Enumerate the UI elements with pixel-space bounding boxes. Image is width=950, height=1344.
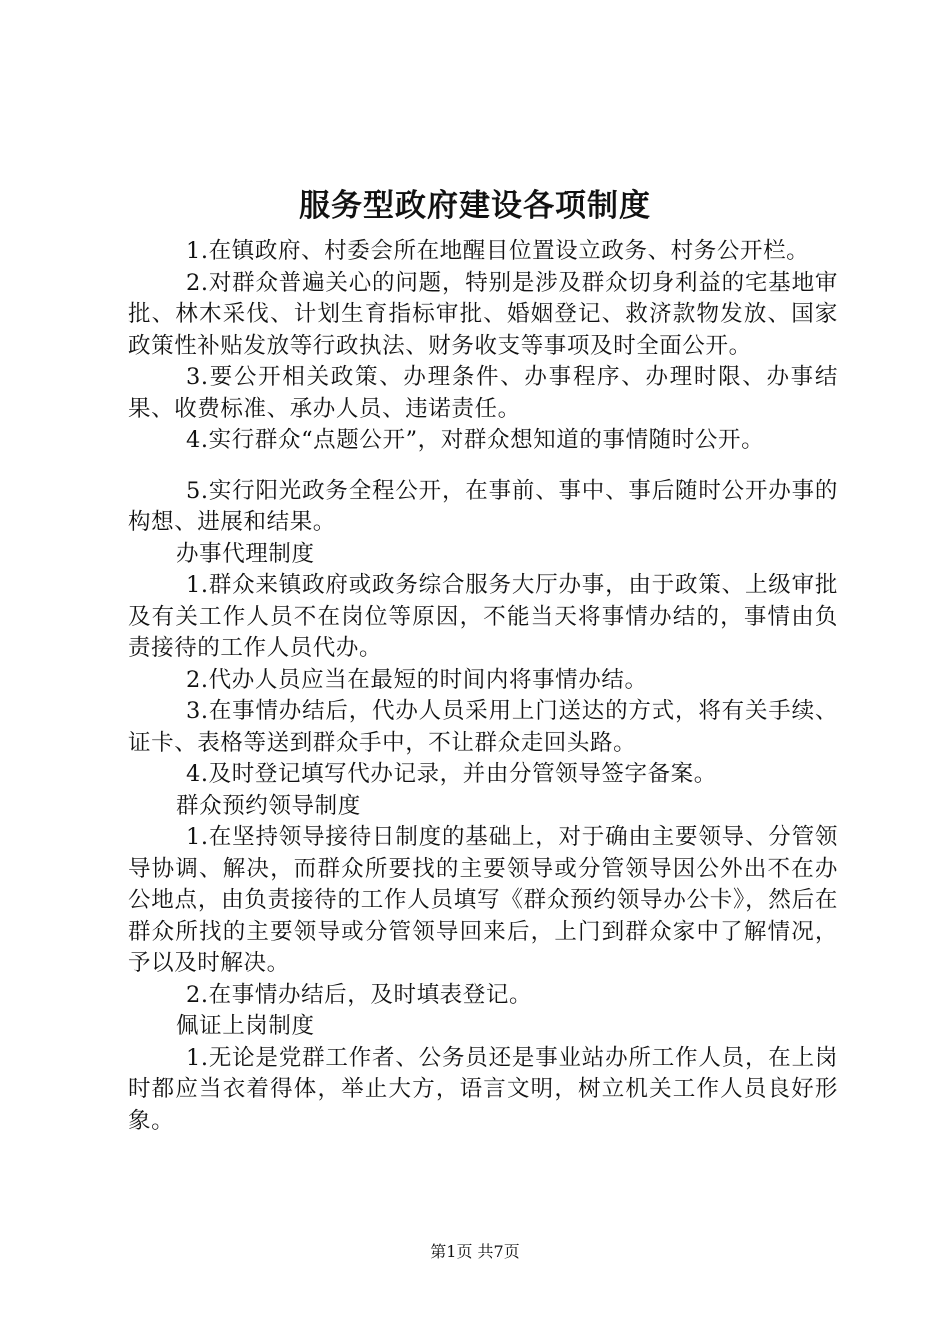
paragraph-agency-4: 4.及时登记填写代办记录，并由分管领导签字备案。 [186, 761, 717, 787]
paragraph-1: 1.在镇政府、村委会所在地醒目位置设立政务、村务公开栏。 [186, 238, 810, 264]
page-number: 第1页 共7页 [430, 1242, 520, 1261]
section-heading-appointment: 群众预约领导制度 [176, 792, 361, 819]
document-body [128, 236, 838, 1137]
paragraph-agency-2: 2.代办人员应当在最短的时间内将事情办结。 [186, 666, 648, 693]
paragraph-agency-3: 3.在事情办结后，代办人员采用上门送达的方式，将有关手续、证卡、表格等送到群众手中，不让群众走回头路。 [128, 698, 838, 756]
paragraph-agency-1: 1.群众来镇政府或政务综合服务大厅办事，由于政策、上级审批及有关工作人员不在岗位等原因，不能当天将事情办结的，事情由负责接待的工作人员代办。 [128, 572, 838, 661]
paragraph-gap [128, 457, 838, 476]
paragraph-4: 4.实行群众“点题公开”，对群众想知道的事情随时公开。 [186, 427, 765, 453]
section-heading-badge: 佩证上岗制度 [176, 1013, 315, 1039]
paragraph-appointment-1: 1.在坚持领导接待日制度的基础上，对于确由主要领导、分管领导协调、解决，而群众所要找的主要领导或分管领导因公外出不在办公地点，由负责接待的工作人员填写《群众预约领导办公卡》，然后在群众所找的主要领导或分管领导回来后，上门到群众家中了解情况，予以及时解决。 [128, 824, 838, 976]
paragraph-badge-1: 1.无论是党群工作者、公务员还是事业站办所工作人员，在上岗时都应当衣着得体，举止大方，语言文明，树立机关工作人员良好形象。 [128, 1044, 838, 1134]
paragraph-2: 2.对群众普遍关心的问题，特别是涉及群众切身利益的宅基地审批、林木采伐、计划生育指标审批、婚姻登记、救济款物发放、国家政策性补贴发放等行政执法、财务收支等事项及时全面公开。 [128, 269, 838, 359]
paragraph-appointment-2: 2.在事情办结后，及时填表登记。 [186, 981, 533, 1008]
section-heading-agency: 办事代理制度 [176, 540, 315, 567]
paragraph-3: 3.要公开相关政策、办理条件、办事程序、办理时限、办事结果、收费标准、承办人员、违诺责任。 [128, 364, 838, 422]
paragraph-5: 5.实行阳光政务全程公开，在事前、事中、事后随时公开办事的构想、进展和结果。 [128, 477, 838, 535]
document-title: 服务型政府建设各项制度 [299, 188, 651, 224]
